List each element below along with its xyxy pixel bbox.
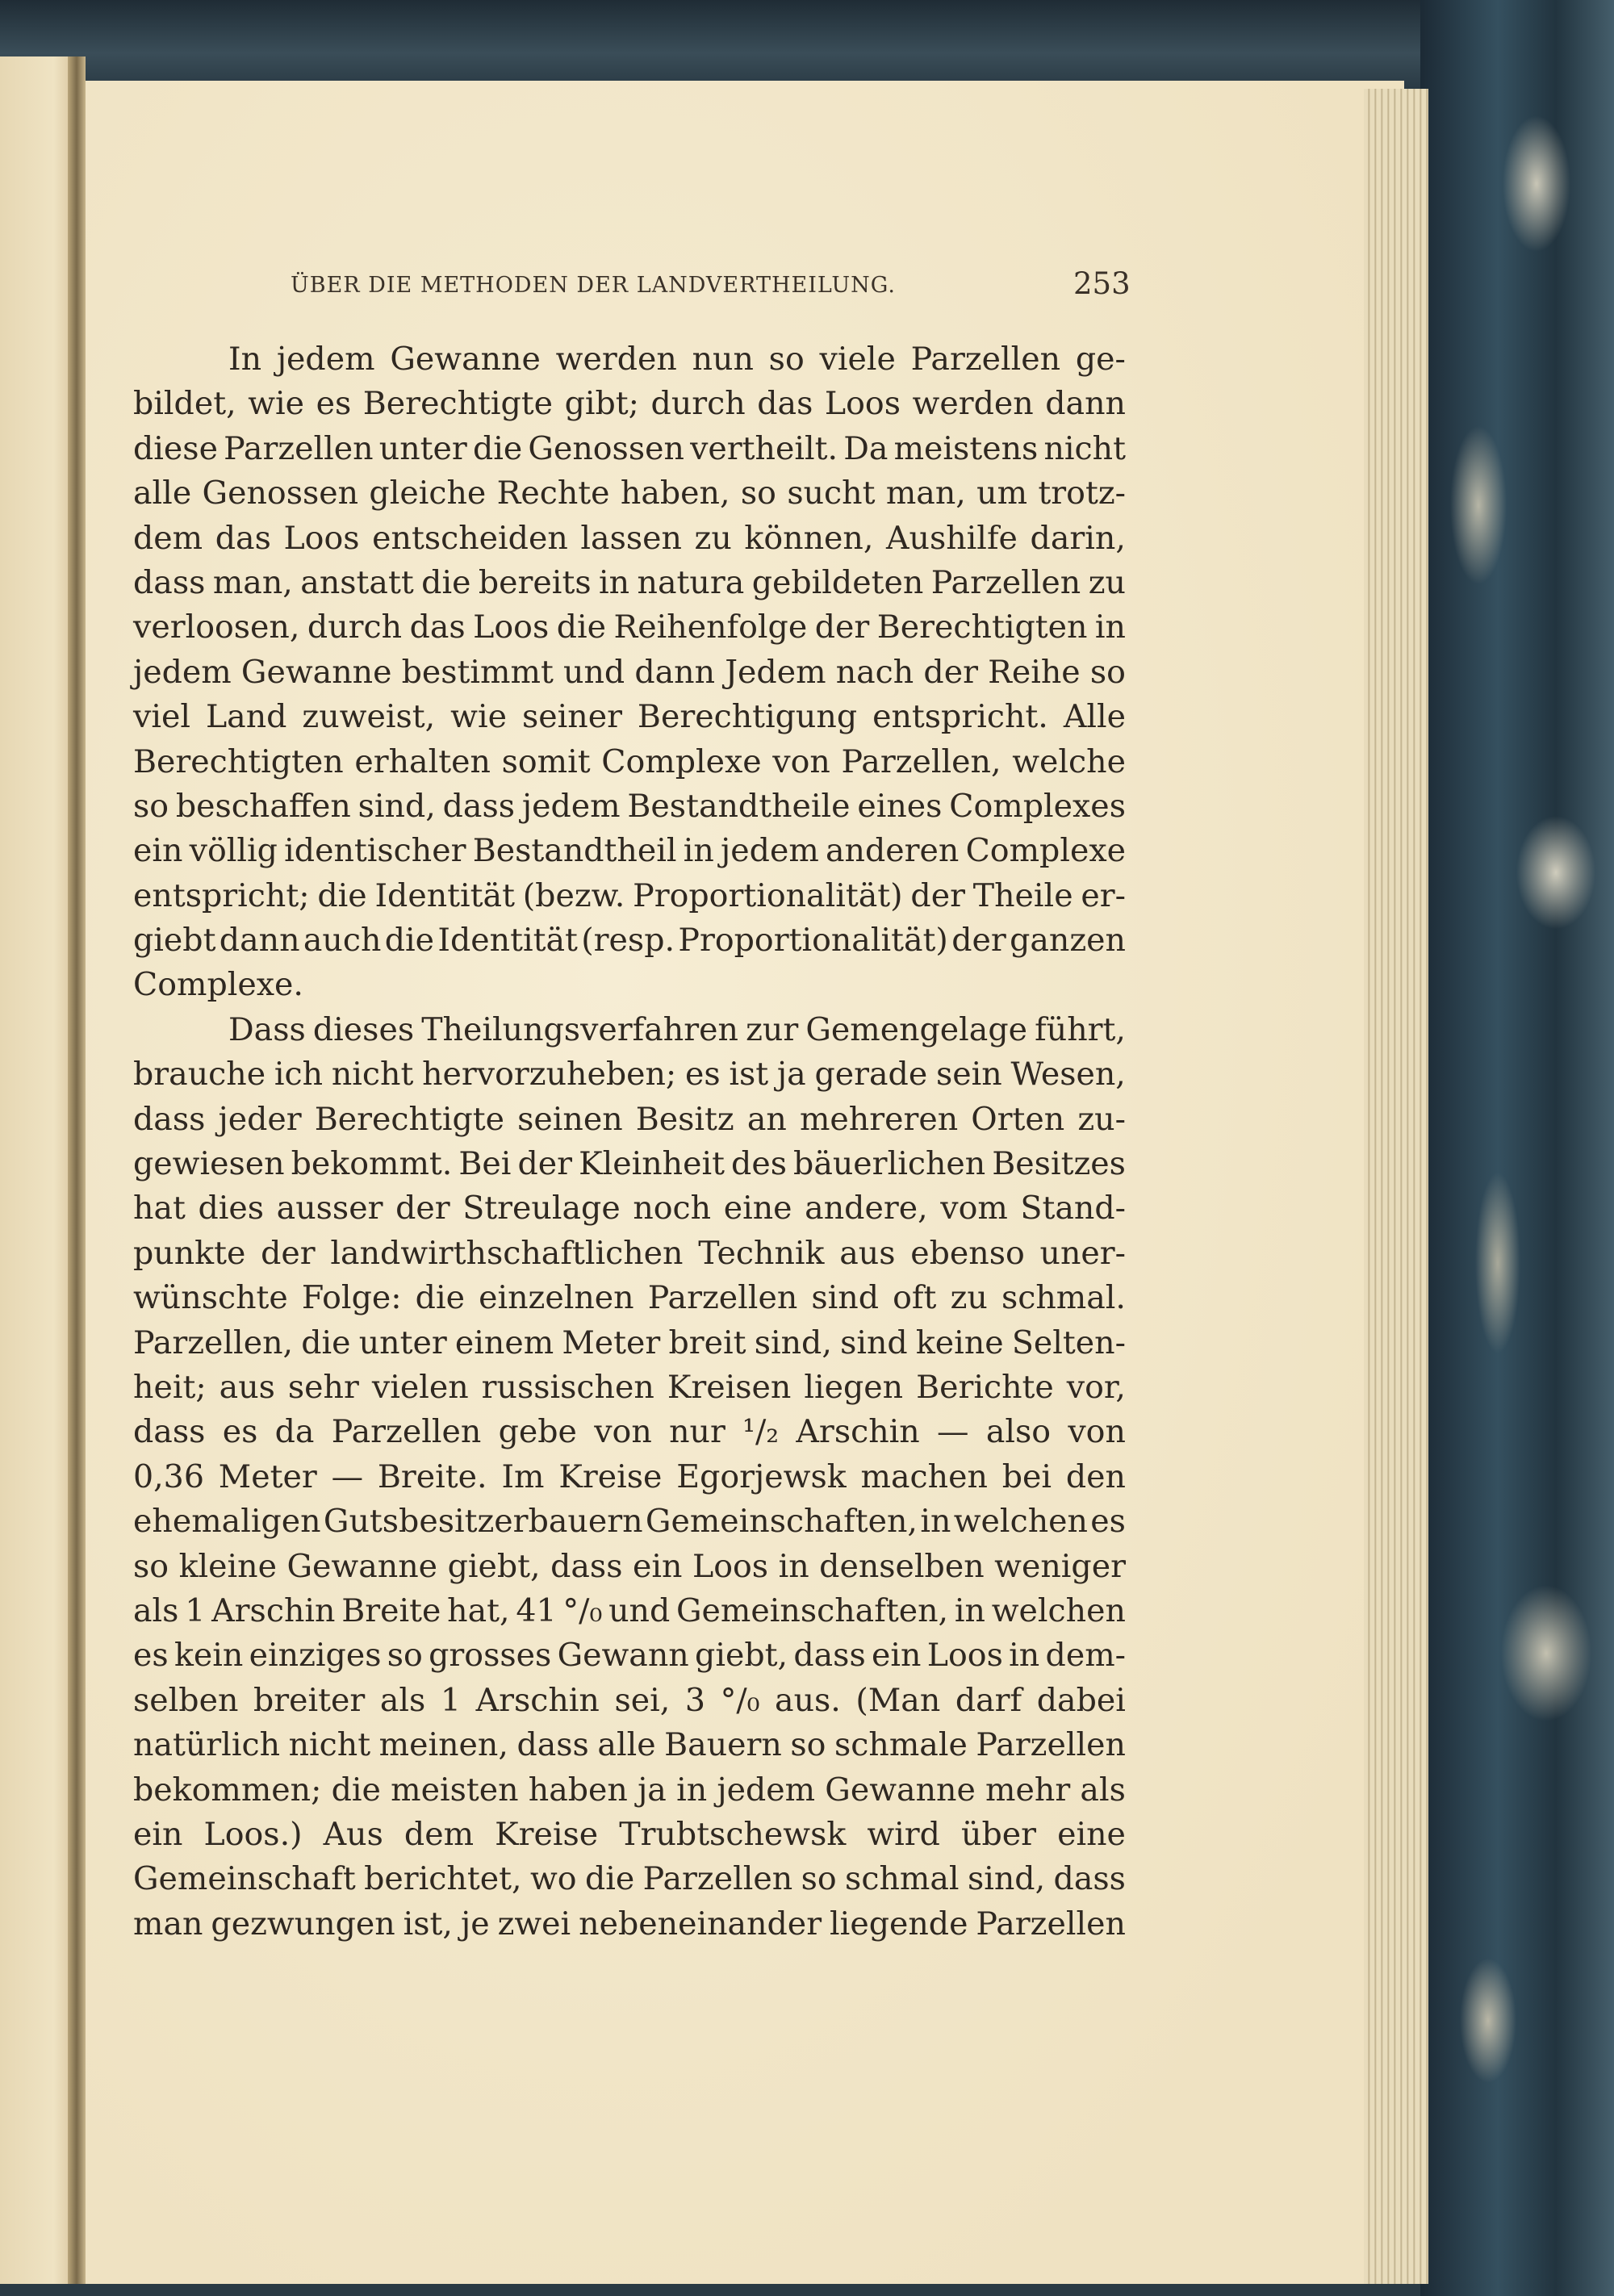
text-line: bekommen; die meisten haben ja in jedem Gewanne mehr als (133, 1771, 1126, 1809)
text-line: dass es da Parzellen gebe von nur ¹/₂ Arschin — also von (133, 1413, 1126, 1451)
text-line: so beschaffen sind, dass jedem Bestandtheile eines Complexes (133, 787, 1126, 825)
text-line: so kleine Gewanne giebt, dass ein Loos in denselben weniger (133, 1547, 1126, 1585)
text-line: alle Genossen gleiche Rechte haben, so sucht man, um trotz- (133, 475, 1126, 512)
text-line: 0,36 Meter — Breite. Im Kreise Egorjewsk machen bei den (133, 1457, 1126, 1495)
body-text (133, 337, 1126, 1947)
text-line: Berechtigten erhalten somit Complexe von Parzellen, welche (133, 742, 1126, 780)
text-line: ehemaligen Gutsbesitzerbauern Gemeinschaften, in welchen es (133, 1503, 1126, 1541)
text-line: es kein einziges so grosses Gewann giebt, dass ein Loos in dem- (133, 1637, 1126, 1675)
text-line: selben breiter als 1 Arschin sei, 3 °/₀ aus. (Man darf dabei (133, 1681, 1126, 1719)
marbled-cover (1420, 0, 1614, 2296)
book-board-top (0, 0, 1614, 89)
page-number: 253 (1073, 266, 1131, 301)
text-line: als 1 Arschin Breite hat, 41 °/₀ und Gemeinschaften, in welchen (133, 1591, 1126, 1629)
text-line: dem das Loos entscheiden lassen zu können, Aushilfe darin, (133, 519, 1126, 557)
text-line: entspricht; die Identität (bezw. Proportionalität) der Theile er- (133, 876, 1126, 914)
book-gutter (68, 56, 86, 2284)
text-line: diese Parzellen unter die Genossen vertheilt. Da meistens nicht (133, 429, 1126, 467)
previous-page-edge (0, 56, 77, 2284)
text-line: bildet, wie es Berechtigte gibt; durch das Loos werden dann (133, 385, 1126, 423)
text-line: hat dies ausser der Streulage noch eine andere, vom Stand- (133, 1190, 1126, 1227)
text-line: Gemeinschaft berichtet, wo die Parzellen so schmal sind, dass (133, 1860, 1126, 1898)
text-line: natürlich nicht meinen, dass alle Bauern so schmale Parzellen (133, 1726, 1126, 1764)
text-line: In jedem Gewanne werden nun so viele Parzellen ge- (228, 341, 1126, 378)
text-line: dass jeder Berechtigte seinen Besitz an mehreren Orten zu- (133, 1100, 1126, 1138)
text-line: heit; aus sehr vielen russischen Kreisen liegen Berichte vor, (133, 1368, 1126, 1406)
text-line: ein Loos.) Aus dem Kreise Trubtschewsk wird über eine (133, 1815, 1126, 1853)
text-line: jedem Gewanne bestimmt und dann Jedem nach der Reihe so (133, 653, 1126, 691)
text-line: Parzellen, die unter einem Meter breit sind, sind keine Selten- (133, 1324, 1126, 1361)
page-fore-edges (1364, 89, 1428, 2284)
text-line: giebt dann auch die Identität (resp. Proportionalität) der ganzen (133, 922, 1126, 960)
text-line: gewiesen bekommt. Bei der Kleinheit des bäuerlichen Besitzes (133, 1145, 1126, 1183)
text-line: ein völlig identischer Bestandtheil in jedem anderen Complexe (133, 832, 1126, 870)
text-line: dass man, anstatt die bereits in natura gebildeten Parzellen zu (133, 563, 1126, 601)
text-line: brauche ich nicht hervorzuheben; es ist ja gerade sein Wesen, (133, 1056, 1126, 1094)
text-line: punkte der landwirthschaftlichen Technik aus ebenso uner- (133, 1234, 1126, 1272)
text-line: Complexe. (133, 966, 303, 1004)
text-line: verloosen, durch das Loos die Reihenfolge der Berechtigten in (133, 609, 1126, 646)
running-head: ÜBER DIE METHODEN DER LANDVERTHEILUNG. (291, 273, 896, 298)
text-line: man gezwungen ist, je zwei nebeneinander liegende Parzellen (133, 1905, 1126, 1943)
text-line: wünschte Folge: die einzelnen Parzellen sind oft zu schmal. (133, 1279, 1126, 1317)
text-line: Dass dieses Theilungsverfahren zur Gemengelage führt, (228, 1010, 1126, 1048)
text-line: viel Land zuweist, wie seiner Berechtigung entspricht. Alle (133, 698, 1126, 736)
